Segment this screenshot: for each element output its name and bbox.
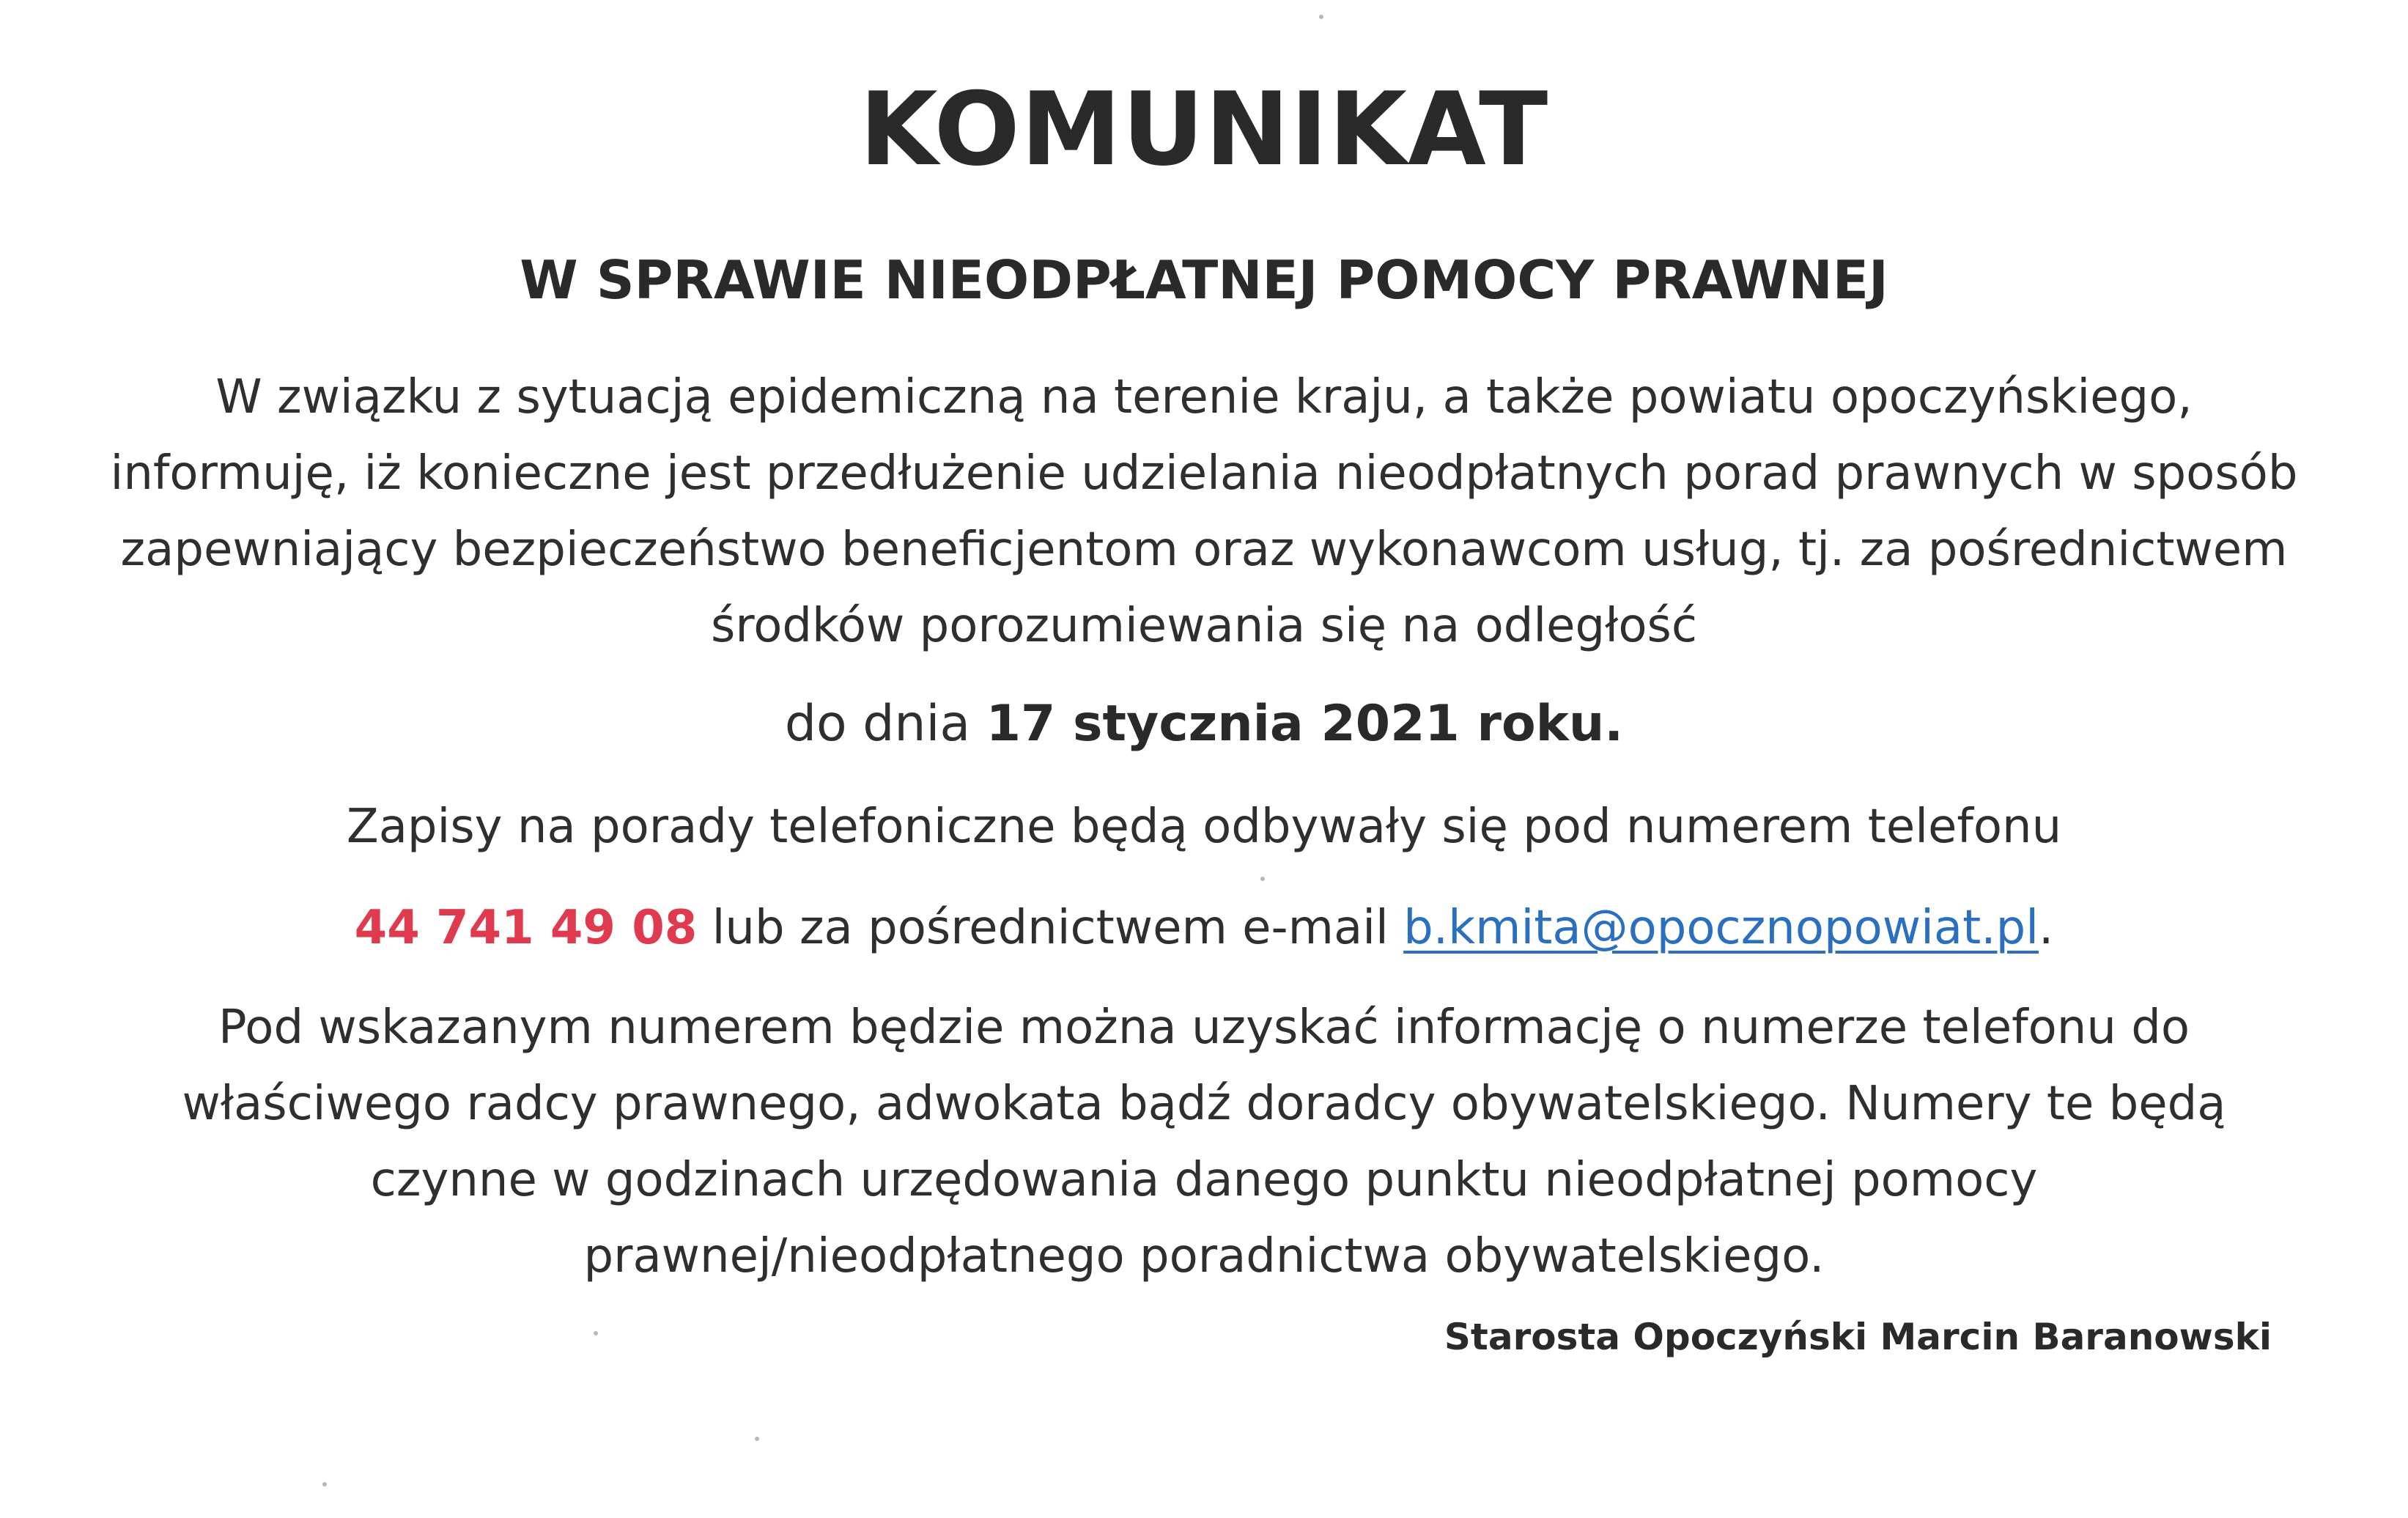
scan-speck [594, 1331, 598, 1335]
email-link[interactable]: b.kmita@opocznopowiat.pl [1403, 901, 2039, 955]
paragraph-registration: Zapisy na porady telefoniczne będą odbywały się pod numerem telefonu [346, 800, 2062, 854]
deadline-prefix: do dnia [784, 695, 971, 753]
paragraph-phone-info: Pod wskazanym numerem będzie można uzyskać informację o numerze telefonu do właściwego radcy prawnego, adwokata bądź doradcy obywatelskiego. Numery te będą czynne w godzinach urzędowania danego punktu nieodpłatnej pomocy prawnej/nieodpłatnego poradnictwa obywatelskiego. [182, 1001, 2226, 1283]
deadline-date: 17 stycznia 2021 roku. [986, 695, 1624, 753]
signature: Starosta Opoczyński Marcin Baranowski [1444, 1316, 2272, 1358]
scan-speck [322, 1482, 327, 1486]
scan-speck [755, 1437, 759, 1441]
scan-speck [1319, 15, 1323, 19]
contact-middle-text: lub za pośrednictwem e-mail [712, 901, 1389, 955]
contact-end-punctuation: . [2038, 901, 2054, 955]
phone-number: 44 741 49 08 [354, 901, 698, 955]
scan-speck [1260, 877, 1265, 881]
document-subtitle: W SPRAWIE NIEODPŁATNEJ POMOCY PRAWNEJ [520, 249, 1888, 311]
deadline-line [0, 688, 2408, 761]
document-title: KOMUNIKAT [859, 70, 1549, 188]
contact-line [0, 890, 2408, 966]
paragraph-epidemic-notice: W związku z sytuacją epidemiczną na terenie kraju, a także powiatu opoczyńskiego, informuję, iż konieczne jest przedłużenie udzielania nieodpłatnych porad prawnych w sposób zapewniający bezpieczeństwo beneficjentom oraz wykonawcom usług, tj. za pośrednictwem środków porozumiewania się na odległość [110, 370, 2298, 653]
